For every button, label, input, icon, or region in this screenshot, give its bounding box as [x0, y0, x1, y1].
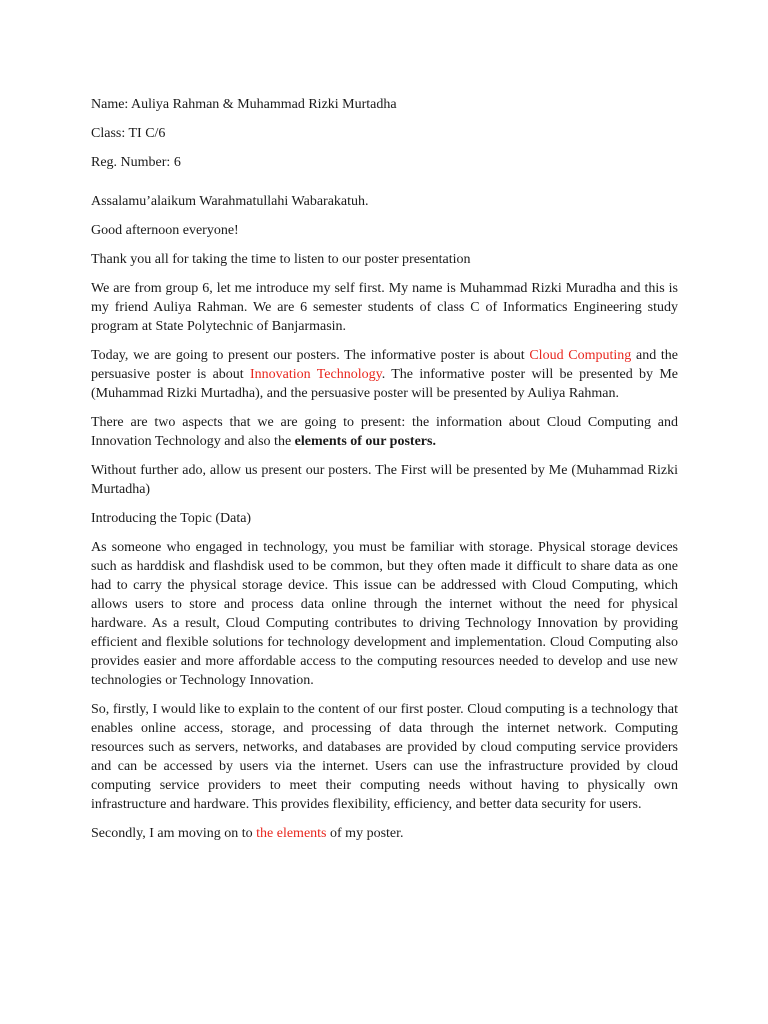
secondly-text-2: of my poster. [326, 826, 404, 841]
name-line: Name: Auliya Rahman & Muhammad Rizki Murtadha [91, 97, 397, 112]
today-text-2: and the persuasive poster is about [91, 348, 678, 382]
secondly-text-1: Secondly, I am moving on to [91, 826, 257, 841]
innovation-technology-highlight: Innovation Technology [249, 367, 382, 382]
good-afternoon-line: Good afternoon everyone! [91, 223, 239, 238]
elements-bold: elements of our posters. [294, 434, 436, 449]
topic-heading: Introducing the Topic (Data) [91, 511, 252, 526]
intro-paragraph: We are from group 6, let me introduce my self first. My name is Muhammad Rizki Muradha and this is my friend Auliya Rahman. We are 6 semester students of class C of Informatics Engineering study program at State Polytechnic of Banjarmasin. [91, 281, 678, 334]
further-paragraph: Without further ado, allow us present our posters. The First will be presented by Me (Muhammad Rizki Murtadha) [91, 463, 678, 497]
today-text-1: Today, we are going to present our posters. The informative poster is about [91, 348, 530, 363]
secondly-paragraph [91, 824, 678, 843]
cloud-computing-highlight: Cloud Computing [529, 348, 632, 363]
aspects-paragraph [91, 413, 678, 451]
firstly-paragraph: So, firstly, I would like to explain to the content of our first poster. Cloud computing is a technology that enables online access, storage, and processing of data through the internet network. Computing resources such as servers, networks, and databases are provided by cloud computing service providers and can be accessed by users via the internet. Users can use the infrastructure provided by cloud computing service providers to meet their computing needs without having to physically own infrastructure and hardware. This provides flexibility, efficiency, and better data security for users. [91, 702, 678, 812]
today-text-3: . The informative poster will be presented by Me (Muhammad Rizki Murtadha), and the persuasive poster will be presented by Auliya Rahman. [91, 367, 678, 401]
topic-paragraph: As someone who engaged in technology, you must be familiar with storage. Physical storage devices such as harddisk and flashdisk used to be common, but they often made it difficult to share data as one had to carry the physical storage device. This issue can be addressed with Cloud Computing, which allows users to store and process data online through the internet without the need for physical hardware. As a result, Cloud Computing contributes to driving Technology Innovation by providing efficient and flexible solutions for technology development and implementation. Cloud Computing also provides easier and more affordable access to the computing resources needed to develop and use new technologies or Technology Innovation. [91, 540, 678, 688]
reg-number-line: Reg. Number: 6 [91, 155, 181, 170]
the-elements-highlight: the elements [256, 826, 327, 841]
document-body [91, 95, 678, 843]
class-line: Class: TI C/6 [91, 126, 166, 141]
today-paragraph [91, 346, 678, 403]
aspects-text: There are two aspects that we are going to present: the information about Cloud Computing and Innovation Technology and also the [91, 415, 678, 449]
thanks-line: Thank you all for taking the time to listen to our poster presentation [91, 252, 471, 267]
salam-line: Assalamu’alaikum Warahmatullahi Wabarakatuh. [91, 194, 369, 209]
